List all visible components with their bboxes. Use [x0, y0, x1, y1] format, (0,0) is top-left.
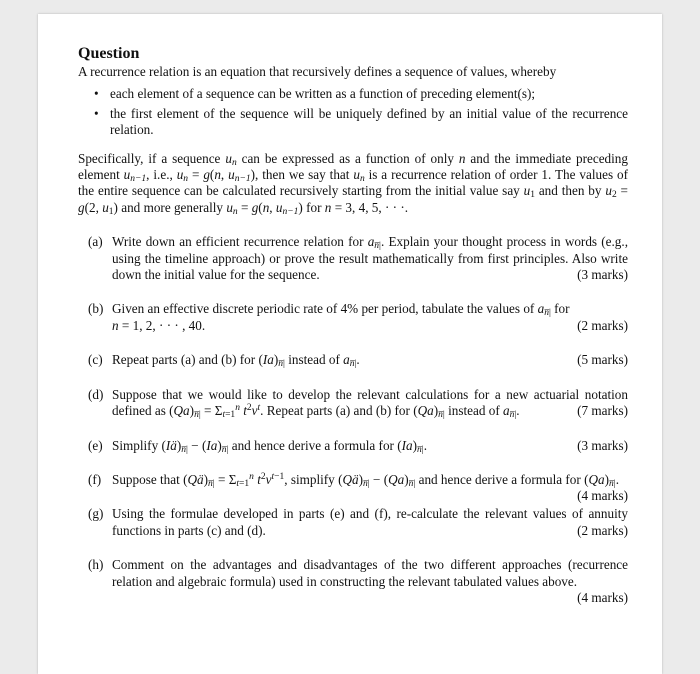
marks-label: (2 marks) [577, 317, 628, 333]
document-page [38, 14, 662, 674]
part-e: (e) Simplify $(Iä)_{n̅|} - (Ia)_{n̅|}$ and hence derive a formula for $(Ia)_{n̅|}$. (3 marks) [88, 437, 628, 455]
bullet-list [78, 86, 628, 138]
marks-label: (3 marks) [577, 437, 628, 453]
question-content [78, 44, 628, 606]
part-d: (d) Suppose that we would like to develop the relevant calculations for a new actuarial notation defined as $(Qa)_{n̅|} = \Sigma_{t=1}^n$ $t^2v^t$. Repeat parts (a) and (b) for $(Qa)_{n̅|}$ instead of $a_{n̅|}$. (7 marks) [88, 386, 628, 421]
marks-label: (7 marks) [577, 403, 628, 419]
bullet-item: • each element of a sequence can be written as a function of preceding element(s); [98, 86, 628, 102]
specification-paragraph: Specifically, if a sequence $u_n$ can be expressed as a function of only n and the immediate preceding element $u_{n-1}$, i.e., $u_n = g(n$, $u_{n-1}$), then we say that $u_n$ is a recurrence relation of order 1. The values of the entire sequence can be calculated recursively starting from the initial value say $u_1$ and then by $u_2 = g(2$, $u_1$) and more generally $u_n = g(n$, $u_{n-1}$) for n = 3, 4, 5, · · ·. [78, 150, 628, 217]
part-h: (h) Comment on the advantages and disadvantages of the two different approaches (recurrence relation and algebraic formula) used in constructing the relevant tabulated values above. (4 marks) [88, 557, 628, 605]
bullet-item: • the first element of the sequence will be uniquely defined by an initial value of the recurrence relation. [98, 106, 628, 139]
marks-label: (2 marks) [577, 522, 628, 538]
question-title: Question [78, 45, 140, 62]
parts-list [78, 234, 628, 605]
marks-label: (5 marks) [577, 352, 628, 368]
marks-label: (3 marks) [577, 267, 628, 283]
marks-label: (4 marks) [577, 589, 628, 605]
part-g: (g) Using the formulae developed in parts (e) and (f), re-calculate the relevant values of annuity functions in parts (c) and (d). (2 marks) [88, 506, 628, 538]
part-f: (f) Suppose that $(Qä)_{n̅|} = \Sigma_{t=1}^n$ $t^2v^{t-1}$, simplify $(Qä)_{n̅|} - (Qa)_{n̅|}$ and hence derive a formula for $(Qa)_{n̅|}$. (4 marks) [88, 471, 628, 504]
part-a: (a) Write down an efficient recurrence relation for $a_{n̅|}$. Explain your thought process in words (e.g., using the timeline approach) or prove the result mathematically from first principles. Also write down the initial value for the sequence. (3 marks) [88, 234, 628, 283]
marks-label: (4 marks) [577, 488, 628, 504]
part-c: (c) Repeat parts (a) and (b) for $(Ia)_{n̅|}$ instead of $a_{n̅|}$. (5 marks) [88, 352, 628, 370]
part-b: (b) Given an effective discrete periodic rate of 4% per period, tabulate the values of $a_{n̅|}$ for n = 1, 2, · · · , 40. (2 marks) [88, 301, 628, 333]
intro-text: A recurrence relation is an equation that recursively defines a sequence of values, whereby [78, 64, 557, 79]
